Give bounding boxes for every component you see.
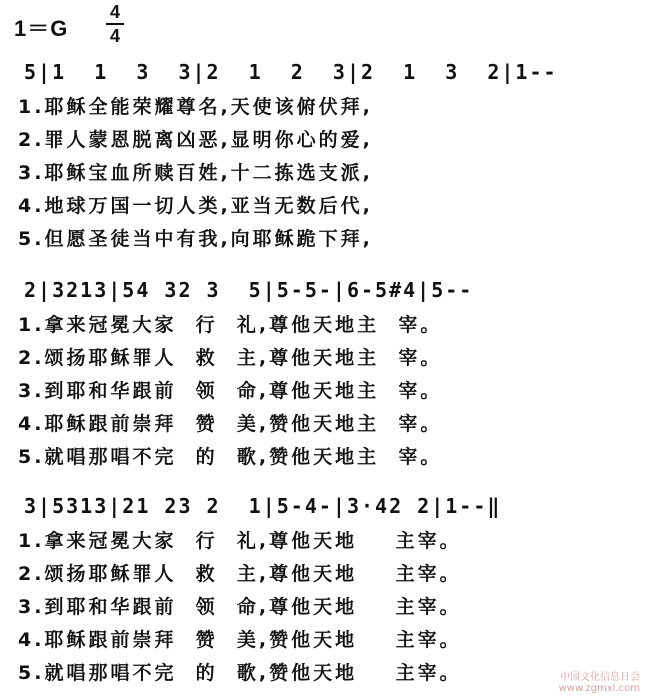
lyric-line: 1.拿来冠冕大家 行 礼,尊他天地主 宰。: [18, 314, 443, 336]
notation-line-1: 5|1 1 3 3|2 1 2 3|2 1 3 2|1--: [24, 60, 558, 84]
time-signature-bar: [106, 23, 124, 25]
lyric-line: 1.耶稣全能荣耀尊名,天使该俯伏拜,: [18, 96, 373, 118]
watermark-line-2: www.zgmxl.com: [558, 683, 640, 694]
notation-line-3: 3|5313|21 23 2 1|5-4-|3·42 2|1--‖: [24, 494, 502, 518]
key-signature: 1＝G: [14, 16, 69, 41]
lyric-line: 3.到耶和华跟前 领 命,尊他天地主 宰。: [18, 380, 443, 402]
lyric-line: 2.罪人蒙恩脱离凶恶,显明你心的爱,: [18, 129, 373, 151]
lyric-line: 5.就唱那唱不完 的 歌,赞他天地主 宰。: [18, 446, 443, 468]
time-signature-bottom: 4: [109, 26, 120, 46]
time-signature-top: 4: [109, 2, 120, 22]
lyric-line: 4.耶稣跟前崇拜 赞 美,赞他天地主 宰。: [18, 413, 443, 435]
watermark: [559, 672, 640, 694]
lyric-line: 5.就唱那唱不完 的 歌,赞他天地 主宰。: [18, 662, 462, 684]
lyric-line: 3.到耶和华跟前 领 命,尊他天地 主宰。: [18, 596, 462, 618]
lyric-line: 4.地球万国一切人类,亚当无数后代,: [18, 195, 373, 217]
lyric-line: 4.耶稣跟前崇拜 赞 美,赞他天地 主宰。: [18, 629, 462, 651]
watermark-line-1: 中国文化信息日会: [560, 672, 640, 683]
lyric-line: 1.拿来冠冕大家 行 礼,尊他天地 主宰。: [18, 530, 462, 552]
lyric-line: 5.但愿圣徒当中有我,向耶稣跪下拜,: [18, 228, 373, 250]
notation-line-2: 2|3213|54 32 3 5|5-5-|6-5#4|5--: [24, 278, 474, 302]
time-signature: [104, 2, 126, 46]
lyric-line: 2.颂扬耶稣罪人 救 主,尊他天地主 宰。: [18, 347, 443, 369]
lyric-line: 2.颂扬耶稣罪人 救 主,尊他天地 主宰。: [18, 563, 462, 585]
lyric-line: 3.耶稣宝血所赎百姓,十二拣选支派,: [18, 162, 373, 184]
